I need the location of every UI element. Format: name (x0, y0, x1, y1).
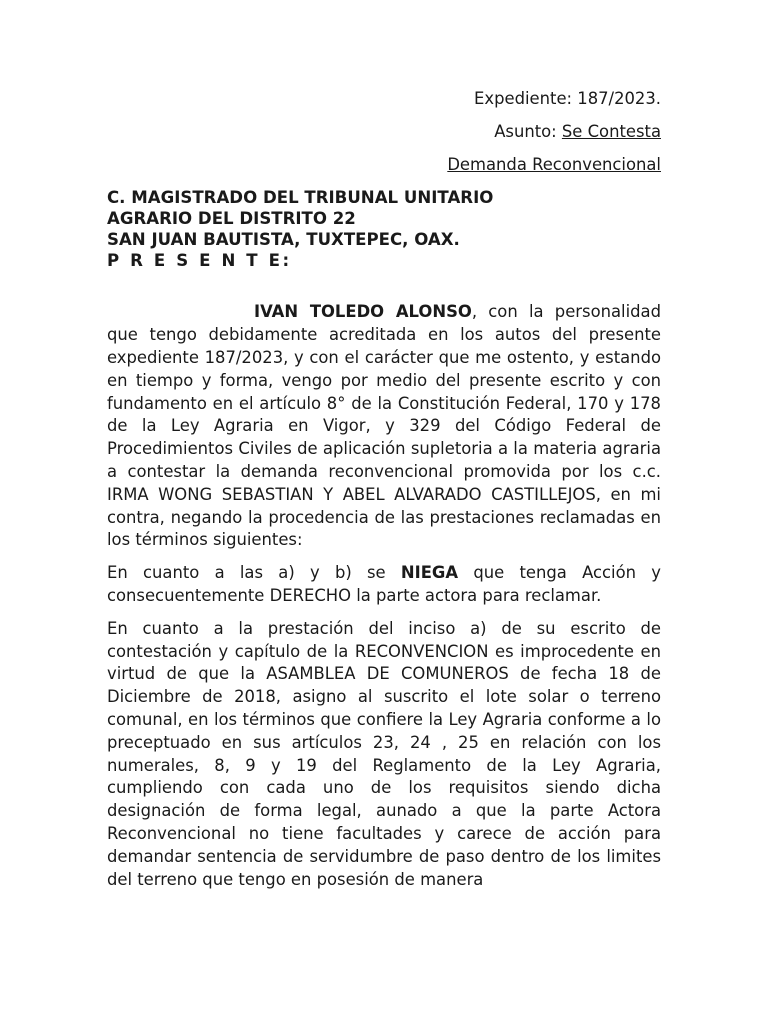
denial-keyword: NIEGA (400, 563, 459, 583)
document-page (107, 88, 661, 901)
paragraph-intro-text: , con la personalidad que tengo debidamente acreditada en los autos del presente expediente 187/2023, y con el carácter que me ostento, y estando en tiempo y forma, vengo por medio del presente escrito y con fundamento en el artículo 8° de la Constitución Federal, 170 y 178 de la Ley Agraria en Vigor, y 329 del Código Federal de Procedimientos Civiles de aplicación supletoria a la materia agraria a contestar la demanda reconvencional promovida por los c.c. IRMA WONG SEBASTIAN Y ABEL ALVARADO CASTILLEJOS, en mi contra, negando la procedencia de las prestaciones reclamadas en los términos siguientes: (107, 302, 661, 550)
paragraph-prestacion-a: En cuanto a la prestación del inciso a) de su escrito de contestación y capítulo de la RECONVENCION es improcedente en virtud de que la ASAMBLEA DE COMUNEROS de fecha 18 de Diciembre de 2018, asigno al suscrito el lote solar o terreno comunal, en los términos que confiere la Ley Agraria conforme a lo preceptuado en sus artículos 23, 24 , 25 en relación con los numerales, 8, 9 y 19 del Reglamento de la Ley Agraria, cumpliendo con cada uno de los requisitos siendo dicha designación de forma legal, aunado a que la parte Actora Reconvencional no tiene facultades y carece de acción para demandar sentencia de servidumbre de paso dentro de los limites del terreno que tengo en posesión de manera (107, 618, 661, 889)
paragraph-denial-text-2: que tenga Acción y consecuentemente DERECHO la parte actora para reclamar. (107, 563, 661, 605)
addressee-block (107, 187, 661, 271)
paragraph-intro (107, 301, 661, 552)
addressee-line-2: AGRARIO DEL DISTRITO 22 (107, 209, 356, 229)
petitioner-name: IVAN TOLEDO ALONSO (254, 302, 472, 322)
addressee-line-1: C. MAGISTRADO DEL TRIBUNAL UNITARIO (107, 188, 494, 208)
paragraph-denial (107, 562, 661, 608)
subject-continuation: Demanda Reconvencional (447, 154, 661, 174)
subject-label: Asunto: (494, 121, 562, 141)
addressee-presente: P R E S E N T E: (107, 251, 292, 271)
subject-line (107, 121, 661, 144)
case-number: Expediente: 187/2023. (474, 89, 661, 108)
subject-value: Se Contesta (561, 121, 661, 141)
paragraph-denial-text-1: En cuanto a las a) y b) se (107, 563, 401, 583)
addressee-line-3: SAN JUAN BAUTISTA, TUXTEPEC, OAX. (107, 230, 460, 250)
